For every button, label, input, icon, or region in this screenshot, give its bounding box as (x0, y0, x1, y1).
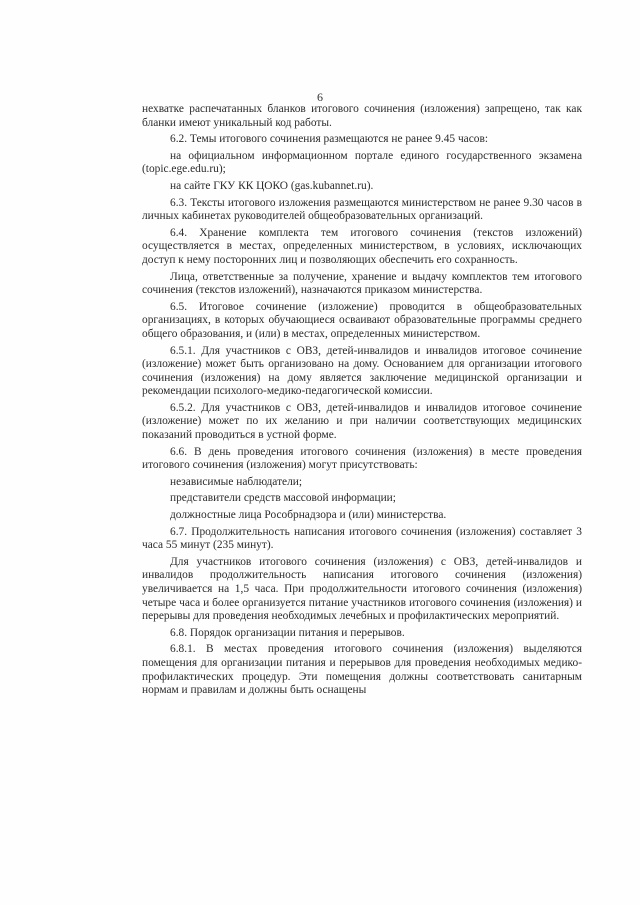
paragraph: 6.3. Тексты итогового изложения размещаются министерством не ранее 9.30 часов в личных кабинетах руководителей общеобразовательных организаций. (142, 196, 582, 223)
list-item: на официальном информационном портале единого государственного экзамена (topic.ege.edu.ru); (142, 149, 582, 176)
paragraph: 6.5.2. Для участников с ОВЗ, детей-инвалидов и инвалидов итоговое сочинение (изложение) может по их желанию и при наличии соответствующих медицинских показаний проводиться в устной форме. (142, 401, 582, 442)
paragraph: 6.4. Хранение комплекта тем итогового сочинения (текстов изложений) осуществляется в местах, определенных министерством, в условиях, исключающих доступ к нему посторонних лиц и позволяющих обеспечить его сохранность. (142, 226, 582, 266)
paragraph: 6.5. Итоговое сочинение (изложение) проводится в общеобразовательных организациях, в которых обучающиеся осваивают образовательные программы среднего общего образования, и (или) в местах, определенных министерством. (142, 300, 582, 340)
paragraph: 6.5.1. Для участников с ОВЗ, детей-инвалидов и инвалидов итоговое сочинение (изложение) может быть организовано на дому. Основанием для организации итогового сочинения (изложения) на дому является заключение медицинской организации и рекомендации психолого-медико-педагогической комиссии. (142, 344, 582, 398)
paragraph: 6.2. Темы итогового сочинения размещаются не ранее 9.45 часов: (170, 133, 489, 146)
list-item: представители средств массовой информации; (170, 492, 396, 505)
page-number: 6 (317, 90, 323, 104)
paragraph: нехватке распечатанных бланков итогового сочинения (изложения) запрещено, так как бланки имеют уникальный код работы. (142, 103, 582, 129)
list-item: независимые наблюдатели; (170, 475, 303, 488)
list-item: должностные лица Рособрнадзора и (или) министерства. (170, 509, 447, 522)
paragraph: 6.8.1. В местах проведения итогового сочинения (изложения) выделяются помещения для организации питания и перерывов для проведения необходимых медико-профилактических процедур. Эти помещения должны соответствовать санитарным нормам и правилам и должны быть оснащены (142, 643, 582, 697)
paragraph: 6.6. В день проведения итогового сочинения (изложения) в месте проведения итогового сочинения (изложения) могут присутствовать: (142, 445, 582, 472)
list-item: на сайте ГКУ КК ЦОКО (gas.kubannet.ru). (170, 179, 374, 192)
paragraph: 6.7. Продолжительность написания итогового сочинения (изложения) составляет 3 часа 55 минут (235 минут). (142, 525, 582, 552)
document-body (142, 103, 582, 701)
paragraph: 6.8. Порядок организации питания и перерывов. (170, 626, 405, 639)
paragraph: Лица, ответственные за получение, хранение и выдачу комплектов тем итогового сочинения (текстов изложений), назначаются приказом министерства. (142, 270, 582, 297)
paragraph: Для участников итогового сочинения (изложения) с ОВЗ, детей-инвалидов и инвалидов продолжительность написания итогового сочинения (изложения) увеличивается на 1,5 часа. При продолжительности итогового сочинения (изложения) четыре часа и более организуется питание участников итогового сочинения (изложения) и перерывы для проведения необходимых лечебных и профилактических мероприятий. (142, 555, 582, 623)
